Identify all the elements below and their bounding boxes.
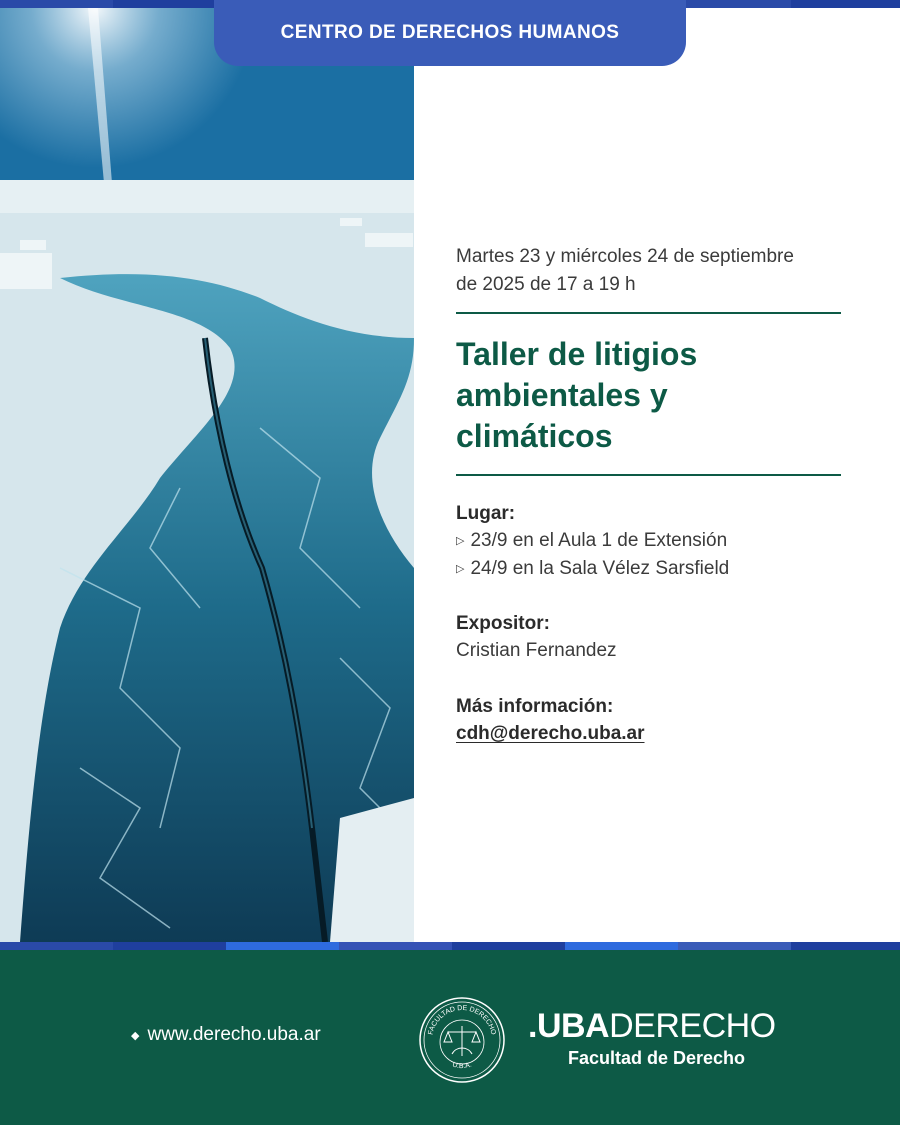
header-title: CENTRO DE DERECHOS HUMANOS [280, 22, 620, 43]
bottom-stripe [0, 942, 900, 950]
triangle-right-icon: ▷ [456, 563, 465, 575]
divider-top [456, 312, 841, 314]
event-title [456, 334, 856, 457]
seal-bottom-text: U.B.A. [451, 1061, 473, 1071]
triangle-right-icon: ▷ [456, 535, 465, 547]
faculty-seal-logo [418, 996, 506, 1084]
event-date [456, 243, 856, 299]
brand-wordmark [528, 1008, 776, 1044]
place-item: 23/9 en el Aula 1 de Extensión [470, 530, 728, 551]
email-row [456, 720, 645, 748]
place-label: Lugar: [456, 503, 516, 524]
website-link[interactable] [131, 1024, 321, 1046]
email-link[interactable]: cdh@derecho.uba.ar [456, 723, 645, 744]
diamond-icon: ◆ [131, 1029, 140, 1042]
list-item [456, 527, 729, 555]
event-date-line-1: Martes 23 y miércoles 24 de septiembre [456, 246, 794, 267]
info-label: Más información: [456, 696, 614, 717]
speaker-label: Expositor: [456, 613, 550, 634]
seal-top-text: FACULTAD DE DERECHO [427, 1004, 497, 1036]
divider-bottom [456, 474, 841, 476]
brand-suffix: DERECHO [609, 1007, 776, 1045]
header-tab [214, 0, 686, 66]
place-item: 24/9 en la Sala Vélez Sarsfield [470, 558, 730, 579]
uba-derecho-logo [528, 1008, 776, 1069]
list-item [456, 555, 729, 583]
svg-text:U.B.A. [451, 1061, 472, 1070]
event-title-line-3: climáticos [456, 418, 613, 454]
event-date-line-2: de 2025 de 17 a 19 h [456, 274, 636, 295]
speaker-name: Cristian Fernandez [456, 640, 617, 661]
brand-subtitle: Facultad de Derecho [568, 1048, 746, 1068]
arctic-ice-photo [0, 8, 414, 942]
event-title-line-1: Taller de litigios [456, 336, 698, 372]
places-list [456, 527, 729, 583]
brand-prefix: .UBA [528, 1007, 610, 1045]
event-title-line-2: ambientales y [456, 377, 668, 413]
website-text: www.derecho.uba.ar [147, 1024, 321, 1045]
